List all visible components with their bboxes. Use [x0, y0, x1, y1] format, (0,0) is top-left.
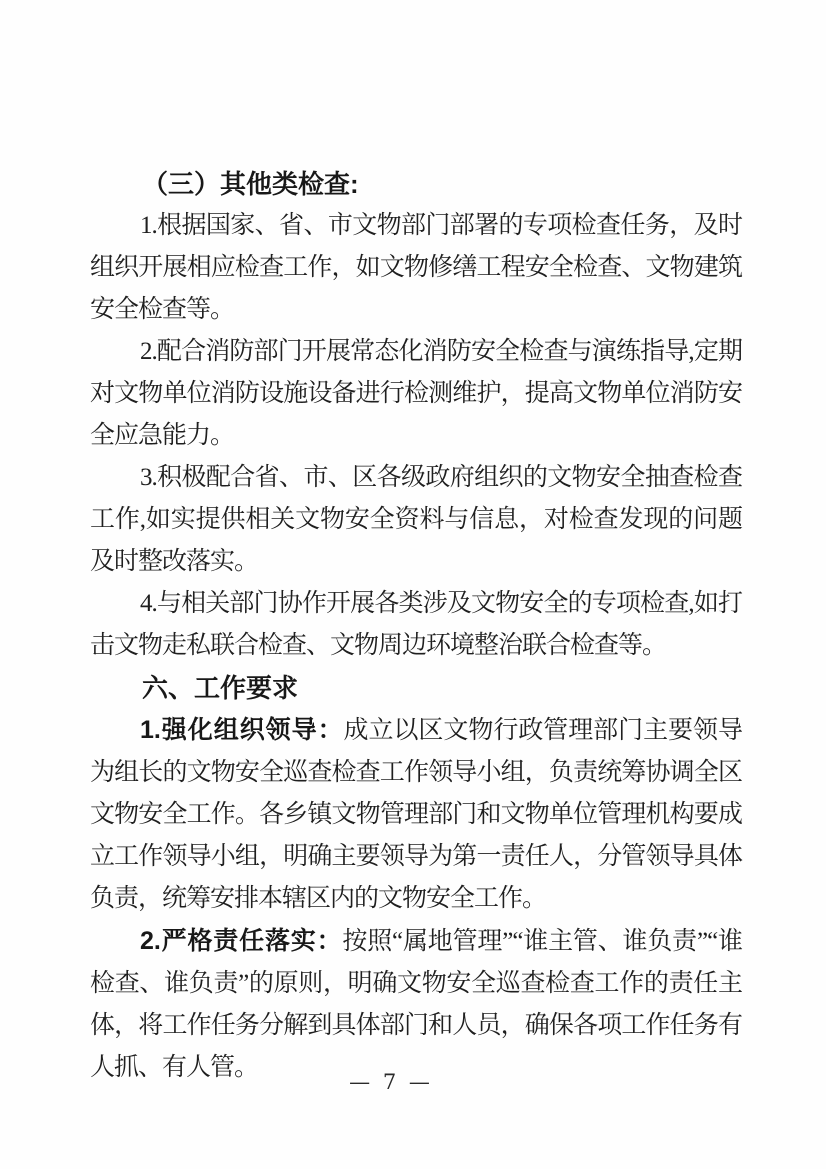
paragraph-other-checks-2: 2.配合消防部门开展常态化消防安全检查与演练指导,定期对文物单位消防设施设备进行检测维护，提高文物单位消防安全应急能力。 [90, 338, 742, 449]
heading-other-checks: （三）其他类检查: [142, 169, 359, 199]
paragraph-other-checks-4: 4.与相关部门协作开展各类涉及文物安全的专项检查,如打击文物走私联合检查、文物周边环境整治联合检查等。 [90, 590, 742, 659]
paragraph-other-checks-1: 1.根据国家、省、市文物部门部署的专项检查任务，及时组织开展相应检查工作，如文物修缮工程安全检查、文物建筑安全检查等。 [90, 212, 742, 323]
page-number: — 7 — [349, 1070, 433, 1094]
paragraph-work-req-2 [90, 920, 742, 1089]
paragraph-work-req-1 [90, 709, 742, 920]
paragraph-work-req-2-lead: 2.严格责任落实： [140, 927, 343, 955]
paragraph-work-req-2-text: 按照“属地管理”“谁主管、谁负责”“谁检查、谁负责”的原则，明确文物安全巡查检查工作的责任主体，将工作任务分解到具体部门和人员，确保各项工作任务有人抓、有人管。 [90, 928, 742, 1081]
heading-work-requirements: 六、工作要求 [142, 673, 299, 703]
paragraph-other-checks-3: 3.积极配合省、市、区各级政府组织的文物安全抽查检查工作,如实提供相关文物安全资料与信息，对检查发现的问题及时整改落实。 [90, 464, 742, 575]
paragraph-work-req-1-lead: 1.强化组织领导： [140, 716, 344, 744]
page-footer [0, 1070, 826, 1094]
paragraph-work-req-1-text: 成立以区文物行政管理部门主要领导为组长的文物安全巡查检查工作领导小组，负责统筹协调全区文物安全工作。各乡镇文物管理部门和文物单位管理机构要成立工作领导小组，明确主要领导为第一责任人，分管领导具体负责，统筹安排本辖区内的文物安全工作。 [90, 717, 742, 912]
document-body [90, 163, 742, 1089]
